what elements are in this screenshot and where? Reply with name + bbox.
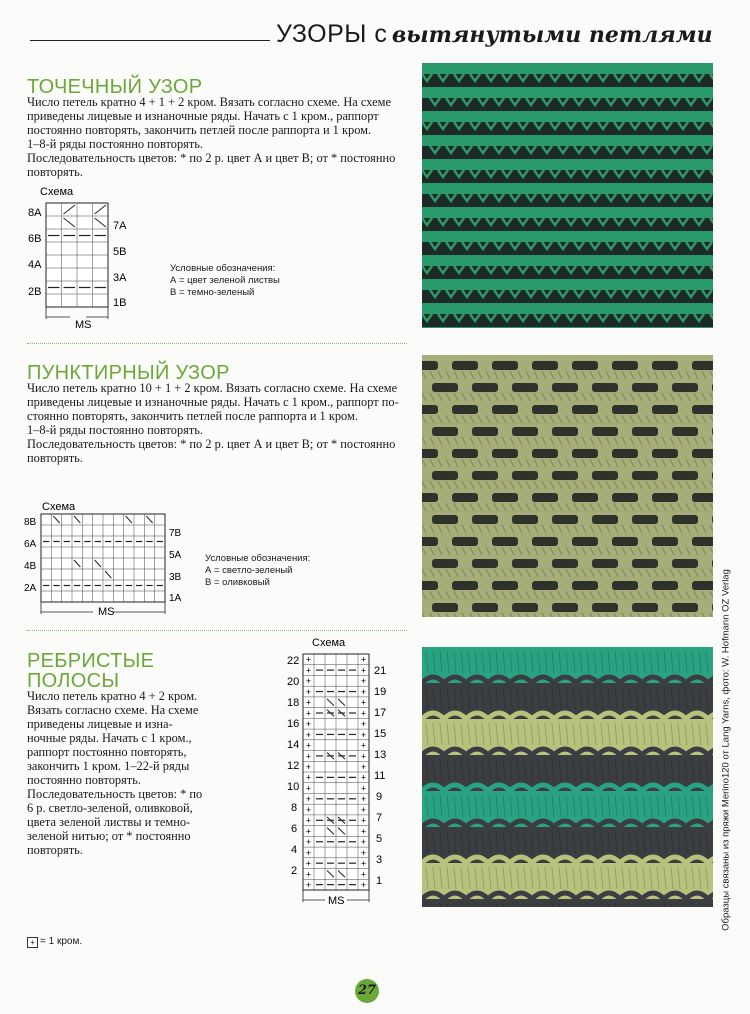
dark-dash — [652, 361, 678, 370]
swatch-photo-ribbed-stripes — [422, 647, 713, 907]
dark-dash — [492, 537, 518, 546]
row-label: 2A — [24, 583, 37, 594]
dark-dash — [692, 449, 713, 458]
dark-dash — [472, 471, 498, 480]
dark-dash — [422, 361, 438, 370]
dark-dash — [552, 603, 578, 612]
dark-dash — [632, 603, 658, 612]
dark-dash — [692, 581, 713, 590]
edge-stitch-symbol: + — [305, 869, 312, 880]
edge-stitch-symbol: + — [305, 740, 312, 751]
dark-dash — [422, 493, 438, 502]
edge-stitch-symbol: + — [305, 762, 312, 772]
row-label: 5B — [113, 246, 127, 258]
edge-stitch-symbol: + — [305, 783, 312, 794]
dark-dash — [512, 383, 538, 392]
dark-dash — [592, 383, 618, 392]
dark-dash — [532, 493, 558, 502]
row-label: 19 — [374, 686, 387, 698]
green-band — [422, 255, 713, 266]
edge-stitch-symbol: + — [360, 697, 367, 708]
row-label: 2 — [291, 865, 298, 877]
edge-stitch-symbol: + — [360, 804, 367, 815]
dark-dash — [452, 449, 478, 458]
row-label: 22 — [287, 655, 300, 667]
row-label: 1A — [169, 593, 182, 604]
ms-label: MS — [98, 606, 115, 618]
dark-dash — [512, 427, 538, 436]
dark-dash — [632, 471, 658, 480]
edge-stitch-symbol: + — [305, 654, 312, 665]
dark-dash — [432, 559, 458, 568]
ms-label: MS — [75, 319, 92, 331]
section-text-ribbed-stripes: Число петель кратно 4 + 2 кром. Вязать согласно схеме. На схеме приведены лицевые и изна- ночные ряды. Начать с 1 кром., раппорт постоянно повторять, закончить 1 кром. 1–22-й ряды постоянно повторять. Последовательность цветов: * по 6 р. светло-зеленой, оливковой, цвета зеленой листвы и темно- зеленой нитью; от * постоянно повторять. — [27, 689, 203, 857]
row-label: 2B — [28, 286, 42, 298]
chart-dashed-pattern — [24, 501, 182, 618]
edge-stitch-symbol: + — [360, 676, 367, 687]
dark-dash — [592, 427, 618, 436]
dark-dash — [422, 405, 438, 414]
row-label: 3A — [113, 272, 127, 284]
dark-dash — [612, 449, 638, 458]
edge-stitch-symbol: + — [360, 772, 367, 783]
dark-dash — [512, 559, 538, 568]
edge-stitch-symbol: + — [305, 837, 312, 848]
dark-dash — [422, 449, 438, 458]
dark-dash — [592, 471, 618, 480]
green-band — [422, 303, 713, 314]
page-number: 27 — [355, 979, 379, 1003]
section-title-ribbed-stripes: РЕБРИСТЫЕ ПОЛОСЫ — [27, 650, 155, 692]
dark-dash — [532, 449, 558, 458]
green-band — [422, 63, 713, 74]
dark-dash — [552, 383, 578, 392]
dark-dash — [652, 537, 678, 546]
dark-dash — [652, 405, 678, 414]
dark-dash — [552, 427, 578, 436]
dark-dash — [572, 361, 598, 370]
row-label: 12 — [287, 760, 300, 772]
edge-stitch-symbol: + — [360, 837, 367, 848]
dark-dash — [452, 493, 478, 502]
section-title-dotted-pattern: ТОЧЕЧНЫЙ УЗОР — [27, 76, 203, 98]
edge-stitch-symbol: + — [305, 751, 312, 762]
dark-dash — [492, 361, 518, 370]
row-label: 4B — [24, 561, 37, 572]
chart-heading: Схема — [312, 637, 346, 649]
header-title-script: вытянутыми петлями — [391, 22, 713, 48]
dark-dash — [552, 471, 578, 480]
row-label: 4A — [28, 259, 42, 271]
edge-stitch-symbol: + — [360, 708, 367, 719]
row-label: 8A — [28, 207, 42, 219]
green-band — [422, 111, 713, 122]
edge-stitch-symbol: + — [360, 665, 367, 676]
dark-dash — [572, 537, 598, 546]
dark-dash — [692, 405, 713, 414]
edge-stitch-symbol: + — [305, 815, 312, 826]
dark-dash — [612, 361, 638, 370]
row-label: 17 — [374, 707, 387, 719]
dark-dash — [492, 581, 518, 590]
section-text-dashed-pattern: Число петель кратно 10 + 1 + 2 кром. Вязать согласно схеме. На схеме приведены лицевые и изнаночные ряды. Начать с 1 кром., раппорт по- стоянно повторять, закончить петлей после раппорта и 1 кром. 1–8-й ряды постоянно повторять. Последовательность цветов: * по 2 р. цвет А и цвет В; от * постоянно повторять. — [27, 381, 399, 465]
edge-stitch-symbol: + — [305, 847, 312, 858]
dark-dash — [532, 405, 558, 414]
dark-dash — [512, 603, 538, 612]
row-label: 10 — [287, 781, 300, 793]
edge-stitch-symbol: + — [360, 686, 367, 697]
chart-heading: Схема — [40, 186, 74, 198]
edge-stitch-symbol: + — [305, 858, 312, 869]
edge-stitch-symbol: + — [305, 665, 312, 676]
row-label: 5 — [376, 833, 383, 845]
dark-dash — [672, 603, 698, 612]
dark-dash — [492, 449, 518, 458]
dark-dash — [612, 537, 638, 546]
edge-stitch-symbol: + — [360, 826, 367, 837]
dark-dash — [652, 581, 678, 590]
footnote-text: = 1 кром. — [40, 936, 83, 947]
green-band — [422, 87, 713, 98]
row-label: 20 — [287, 676, 300, 688]
legend-dotted-pattern: Условные обозначения: А = цвет зеленой листвы В = темно-зеленый — [170, 263, 280, 298]
dark-dash — [472, 427, 498, 436]
dark-dash — [672, 427, 698, 436]
dark-dash — [592, 559, 618, 568]
dark-dash — [652, 449, 678, 458]
row-label: 13 — [374, 749, 387, 761]
dark-dash — [612, 581, 638, 590]
swatch-photo-dotted-pattern — [422, 63, 713, 328]
footnote-edge-stitch — [27, 936, 82, 948]
dark-dash — [592, 603, 618, 612]
dark-dash — [632, 383, 658, 392]
edge-stitch-symbol: + — [360, 869, 367, 880]
dark-dash — [472, 383, 498, 392]
dark-dash — [452, 581, 478, 590]
edge-stitch-symbol: + — [305, 880, 312, 890]
row-label: 7A — [113, 220, 127, 232]
green-band — [422, 183, 713, 194]
row-label: 7B — [169, 528, 182, 539]
dark-dash — [472, 515, 498, 524]
dark-dash — [672, 515, 698, 524]
dark-dash — [432, 603, 458, 612]
row-label: 7 — [376, 812, 383, 824]
edge-stitch-symbol: + — [360, 751, 367, 762]
dark-dash — [672, 471, 698, 480]
dark-dash — [552, 515, 578, 524]
green-band — [422, 327, 713, 328]
dark-dash — [452, 361, 478, 370]
edge-stitch-symbol: + — [360, 740, 367, 751]
dark-dash — [452, 405, 478, 414]
dark-dash — [572, 493, 598, 502]
row-label: 16 — [287, 718, 300, 730]
section-title-dashed-pattern: ПУНКТИРНЫЙ УЗОР — [27, 362, 230, 384]
dark-dash — [432, 471, 458, 480]
row-label: 8 — [291, 802, 298, 814]
header-title-plain: УЗОРЫ с — [276, 20, 388, 48]
edge-stitch-symbol: + — [305, 686, 312, 697]
ms-label: MS — [328, 895, 345, 907]
row-label: 8B — [24, 517, 37, 528]
dark-dash — [422, 537, 438, 546]
chart-dotted-pattern — [28, 186, 127, 331]
green-band — [422, 231, 713, 242]
edge-stitch-symbol: + — [305, 729, 312, 740]
edge-stitch-symbol: + — [305, 697, 312, 708]
row-label: 14 — [287, 739, 300, 751]
dark-dash — [592, 515, 618, 524]
dark-dash — [572, 581, 598, 590]
edge-stitch-symbol: + — [360, 762, 367, 772]
edge-stitch-symbol: + — [360, 847, 367, 858]
dark-dash — [672, 559, 698, 568]
green-band — [422, 135, 713, 146]
dark-dash — [612, 493, 638, 502]
edge-stitch-symbol: + — [360, 719, 367, 730]
dark-dash — [532, 361, 558, 370]
row-label: 11 — [374, 770, 386, 782]
dark-dash — [612, 405, 638, 414]
edge-stitch-symbol: + — [360, 858, 367, 869]
row-label: 15 — [374, 728, 387, 740]
edge-stitch-symbol: + — [360, 654, 367, 665]
row-label: 6B — [28, 233, 42, 245]
row-label: 6A — [24, 539, 37, 550]
row-label: 1B — [113, 297, 127, 309]
dark-dash — [692, 537, 713, 546]
edge-stitch-symbol: + — [360, 783, 367, 794]
row-label: 5A — [169, 550, 182, 561]
dark-dash — [572, 405, 598, 414]
edge-stitch-symbol: + — [305, 708, 312, 719]
chart-ribbed-stripes — [287, 637, 386, 907]
edge-stitch-symbol: + — [360, 794, 367, 805]
row-label: 4 — [291, 844, 298, 856]
edge-stitch-symbol: + — [27, 937, 38, 948]
edge-stitch-symbol: + — [360, 815, 367, 826]
dark-dash — [492, 405, 518, 414]
chart-heading: Схема — [42, 501, 76, 513]
dark-dash — [532, 537, 558, 546]
row-label: 9 — [376, 791, 383, 803]
dark-dash — [432, 427, 458, 436]
section-text-dotted-pattern: Число петель кратно 4 + 1 + 2 кром. Вязать согласно схеме. На схеме приведены лицевые и изнаночные ряды. Начать с 1 кром., раппорт постоянно повторять, закончить петлей после раппорта и 1 кром. 1–8-й ряды постоянно повторять. Последовательность цветов: * по 2 р. цвет А и цвет В; от * постоянно повторять. — [27, 95, 396, 179]
edge-stitch-symbol: + — [305, 772, 312, 783]
row-label: 6 — [291, 823, 298, 835]
dark-dash — [652, 493, 678, 502]
stripe-band — [422, 899, 713, 907]
dark-dash — [432, 515, 458, 524]
edge-stitch-symbol: + — [305, 804, 312, 815]
dark-dash — [432, 383, 458, 392]
edge-stitch-symbol: + — [305, 826, 312, 837]
dark-dash — [692, 493, 713, 502]
row-label: 3B — [169, 572, 182, 583]
edge-stitch-symbol: + — [360, 729, 367, 740]
dark-dash — [572, 449, 598, 458]
dark-dash — [512, 471, 538, 480]
dark-dash — [692, 361, 713, 370]
edge-stitch-symbol: + — [305, 719, 312, 730]
dark-dash — [472, 603, 498, 612]
dark-dash — [492, 493, 518, 502]
dark-dash — [632, 515, 658, 524]
dark-dash — [472, 559, 498, 568]
edge-stitch-symbol: + — [305, 676, 312, 687]
green-band — [422, 207, 713, 218]
legend-dashed-pattern: Условные обозначения: А = светло-зеленый В = оливковый — [205, 553, 311, 588]
row-label: 1 — [376, 875, 383, 887]
photo-credit: Образцы связаны из пряжи Merino120 от Lang Yarns, фото: W. Hofmann OZ Verlag — [720, 569, 732, 931]
green-band — [422, 279, 713, 290]
dark-dash — [632, 559, 658, 568]
edge-stitch-symbol: + — [360, 880, 367, 890]
dark-dash — [632, 427, 658, 436]
dark-dash — [532, 581, 558, 590]
dark-dash — [452, 537, 478, 546]
dark-dash — [672, 383, 698, 392]
swatch-photo-dashed-pattern — [422, 355, 713, 617]
row-label: 21 — [374, 665, 387, 677]
knit-ground — [422, 355, 713, 617]
dark-dash — [552, 559, 578, 568]
dark-dash — [512, 515, 538, 524]
row-label: 18 — [287, 697, 300, 709]
edge-stitch-symbol: + — [305, 794, 312, 805]
green-band — [422, 159, 713, 170]
row-label: 3 — [376, 854, 383, 866]
dark-dash — [422, 581, 438, 590]
